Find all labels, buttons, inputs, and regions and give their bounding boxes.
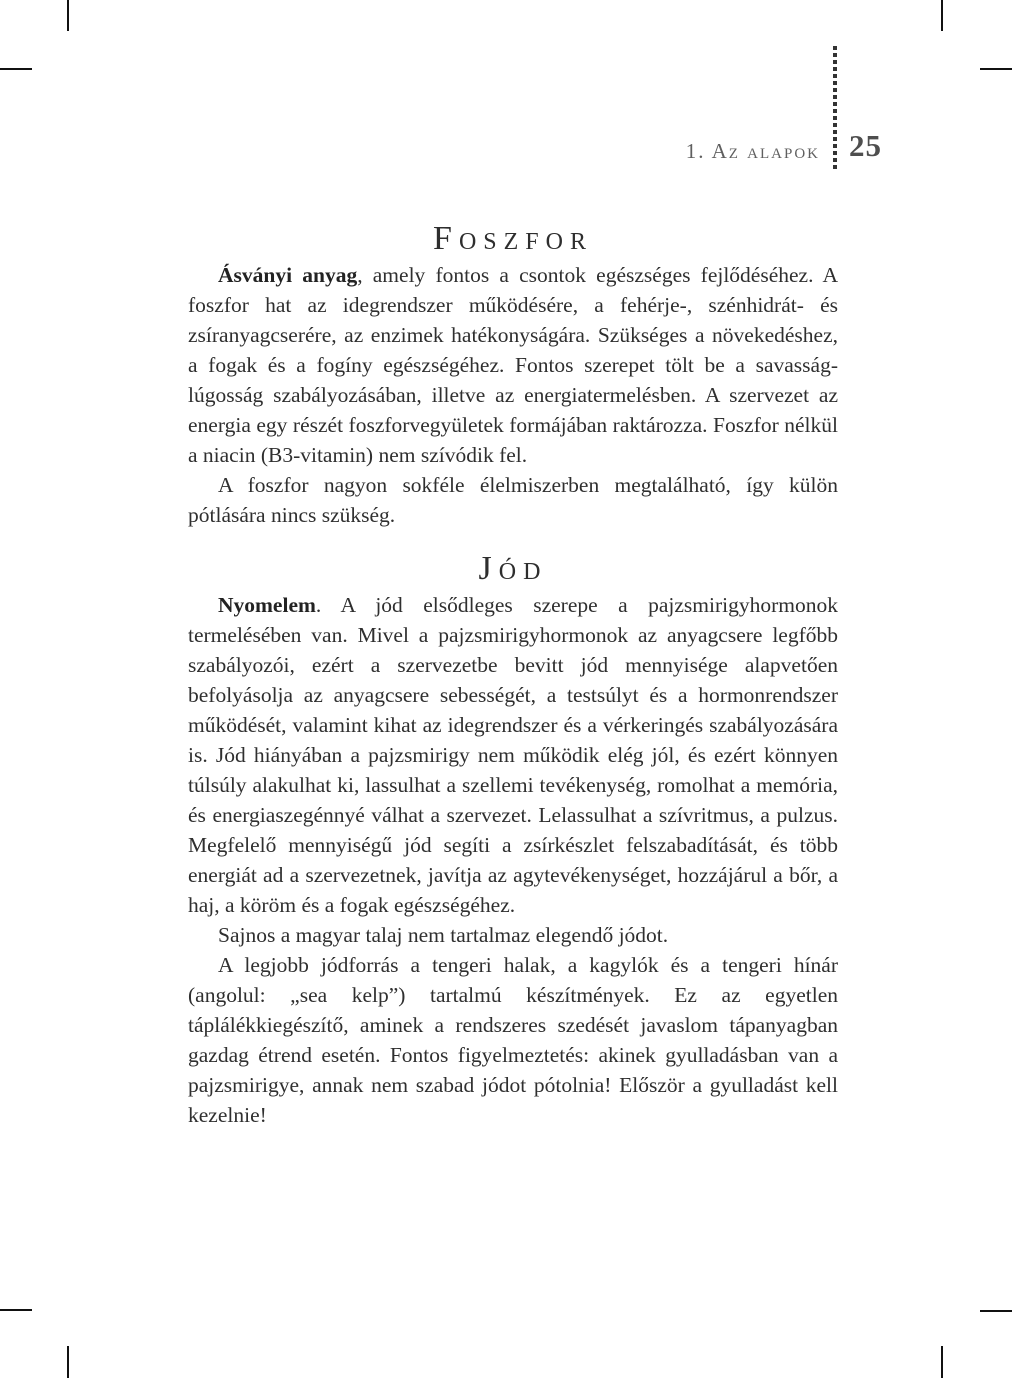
paragraph-jod-2: Sajnos a magyar talaj nem tartalmaz elegendő jódot. bbox=[218, 923, 669, 947]
paragraph-foszfor-2: A foszfor nagyon sokféle élelmiszerben megtalálható, így külön pótlására nincs szükség. bbox=[188, 473, 838, 527]
crop-mark-bottom-left-horizontal bbox=[0, 1309, 32, 1311]
section-title-jod: Jód bbox=[478, 550, 548, 587]
crop-mark-top-right-horizontal bbox=[980, 68, 1012, 70]
crop-mark-top-left-vertical bbox=[67, 0, 69, 31]
paragraph-text: . A jód elsődleges szerepe a pajzsmirigyhormonok termelésében van. Mivel a pajzsmirigyhormonok az anyagcsere legfőbb szabályozói, ezért a szervezetbe bevitt jód mennyisége alapvetően befolyásolja az anyagcsere sebességét, a testsúlyt és a hormonrendszer működését, valamint kihat az idegrendszer és a vérkeringés szabályozására is. Jód hiányában a pajzsmirigy nem működik elég jól, és ezért könnyen túlsúly alakulhat ki, lassulhat a szellemi tevékenység, romolhat a memória, és energiaszegénnyé válhat a szervezet. Lelassulhat a szívritmus, a pulzus. Megfelelő mennyiségű jód segíti a zsírkészlet felszabadítását, és több energiát ad a szervezetnek, javítja az agytevékenységet, hozzájárul a bőr, a haj, a köröm és a fogak egészségéhez. bbox=[188, 593, 838, 917]
crop-mark-top-right-vertical bbox=[941, 0, 943, 31]
paragraph-jod-3: A legjobb jódforrás a tengeri halak, a kagylók és a tengeri hínár (angolul: „sea kelp”) tartalmú készítmények. Ez az egyetlen táplálékkiegészítő, aminek a rendszeres szedését javaslom tápanyagban gazdag étrend esetén. Fontos figyelmeztetés: akinek gyulladásban van a pajzsmirigye, annak nem szabad jódot pótolnia! Először a gyulladást kell kezelnie! bbox=[188, 953, 838, 1127]
crop-mark-bottom-right-vertical bbox=[941, 1346, 943, 1378]
section-title-foszfor: Foszfor bbox=[433, 220, 593, 257]
page-number: 25 bbox=[849, 128, 882, 163]
crop-mark-top-left-horizontal bbox=[0, 68, 32, 70]
crop-mark-bottom-left-vertical bbox=[67, 1346, 69, 1378]
paragraph-lead: Ásványi anyag bbox=[218, 263, 358, 287]
paragraph-jod-1 bbox=[188, 590, 838, 920]
chapter-header: 1. Az alapok bbox=[685, 139, 820, 163]
paragraph-lead: Nyomelem bbox=[218, 593, 316, 617]
dotted-divider bbox=[833, 46, 837, 169]
crop-mark-bottom-right-horizontal bbox=[980, 1310, 1012, 1312]
paragraph-foszfor-1 bbox=[188, 260, 838, 470]
text-block bbox=[188, 220, 838, 1130]
paragraph-text: , amely fontos a csontok egészséges fejlődéséhez. A foszfor hat az idegrendszer működésére, a fehérje-, szénhidrát- és zsíranyagcserére, az enzimek hatékonyságára. Szükséges a növekedéshez, a fogak és a fogíny egészségéhez. Fontos szerepet tölt be a savasság-lúgosság szabályozásában, illetve az energiatermelésben. A szervezet az energia egy részét foszforvegyületek formájában raktározza. Foszfor nélkül a niacin (B3-vitamin) nem szívódik fel. bbox=[188, 263, 838, 467]
